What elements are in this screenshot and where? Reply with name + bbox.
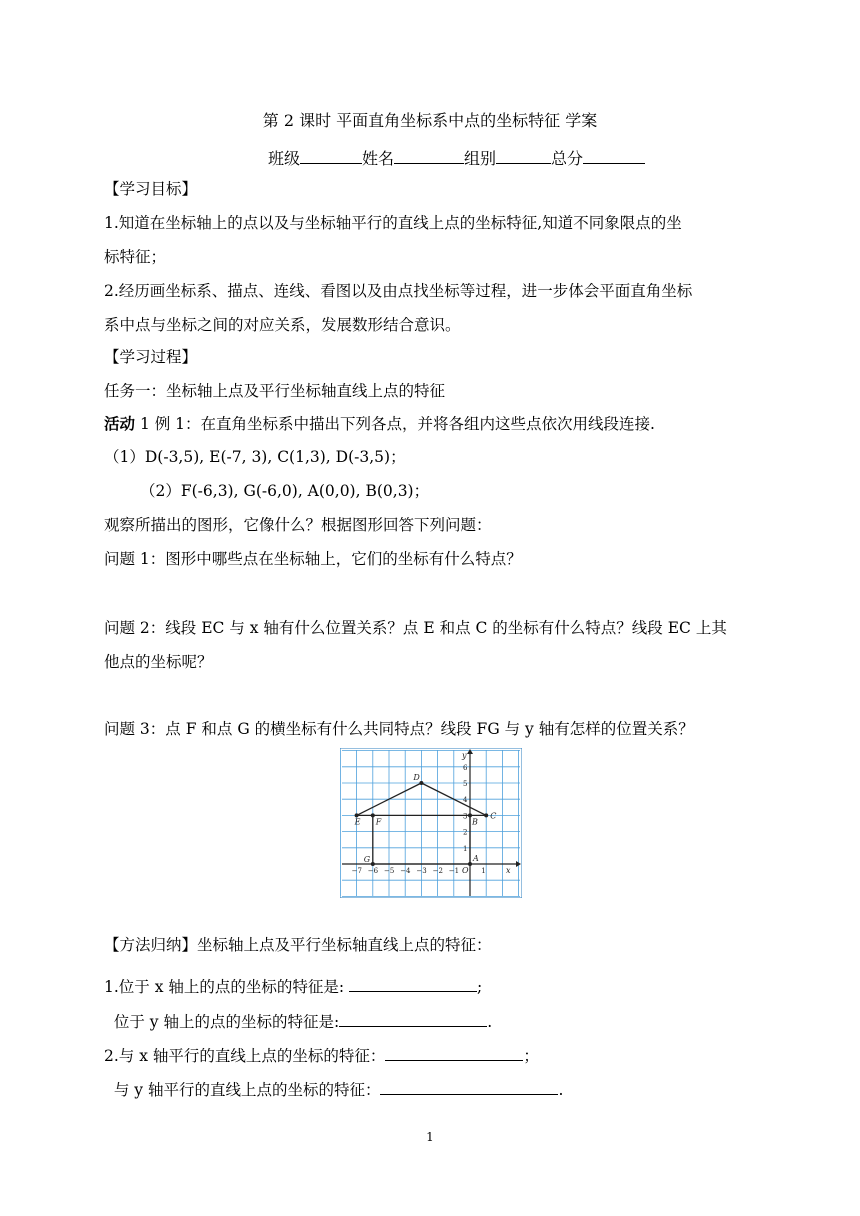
- point-D: [419, 781, 423, 785]
- summary-1b-text: 位于 y 轴上的点的坐标的特征是:: [104, 1013, 340, 1031]
- summary-1b: [104, 1010, 492, 1033]
- point-label-A: A: [473, 854, 479, 863]
- y-tick-label: 5: [463, 780, 468, 788]
- point-F: [371, 813, 375, 817]
- summary-heading: 【方法归纳】坐标轴上点及平行坐标轴直线上点的特征：: [104, 936, 492, 954]
- task-1: 任务一：坐标轴上点及平行坐标轴直线上点的特征: [104, 382, 446, 400]
- name-label: 姓名: [362, 149, 395, 168]
- x-axis-label: x: [506, 866, 511, 875]
- score-label: 总分: [551, 149, 584, 168]
- figure-border: [340, 748, 522, 898]
- x-tick-label: −5: [384, 867, 395, 875]
- summary-1a: [104, 975, 482, 998]
- point-G: [371, 862, 375, 866]
- coordinate-grid-figure: [340, 748, 522, 898]
- summary-1a-blank[interactable]: [349, 975, 477, 992]
- question-2-line-1: 问题 2：线段 EC 与 x 轴有什么位置关系？点 E 和点 C 的坐标有什么特点？线段 EC 上其: [104, 619, 727, 637]
- point-group-2: （2）F(-6,3), G(-6,0), A(0,0), B(0,3)；: [140, 482, 430, 500]
- summary-1a-end: ;: [477, 978, 483, 996]
- y-axis-label: y: [462, 751, 467, 760]
- group-blank[interactable]: [496, 147, 551, 164]
- summary-2b-end: .: [558, 1081, 564, 1099]
- question-2-line-2: 他点的坐标呢？: [104, 653, 213, 671]
- summary-2b-blank[interactable]: [380, 1078, 558, 1095]
- x-tick-label: −4: [400, 867, 411, 875]
- point-label-D: D: [413, 773, 420, 782]
- summary-2b: [104, 1078, 563, 1101]
- point-label-C: C: [490, 811, 497, 821]
- point-label-E: E: [354, 817, 361, 827]
- question-3: 问题 3：点 F 和点 G 的横坐标有什么共同特点？线段 FG 与 y 轴有怎样的位置关系？: [104, 720, 694, 738]
- point-label-B: B: [472, 817, 478, 827]
- x-tick-label: 1: [481, 867, 486, 875]
- name-blank[interactable]: [394, 147, 464, 164]
- observe-instruction: 观察所描出的图形，它像什么？根据图形回答下列问题：: [104, 516, 492, 534]
- class-blank[interactable]: [300, 147, 362, 164]
- point-A: [468, 862, 472, 866]
- x-tick-label: −3: [416, 867, 427, 875]
- x-tick-label: −2: [432, 867, 443, 875]
- objective-1-line-2: 标特征；: [104, 248, 167, 266]
- x-tick-label: −1: [448, 867, 460, 875]
- activity-text: 1 例 1：在直角坐标系中描出下列各点，并将各组内这些点依次用线段连接.: [135, 415, 655, 433]
- class-label: 班级: [268, 149, 301, 168]
- summary-1b-blank[interactable]: [339, 1010, 487, 1027]
- summary-1a-text: 1.位于 x 轴上的点的坐标的特征是:: [104, 978, 350, 996]
- summary-2a-text: 2.与 x 轴平行的直线上点的坐标的特征：: [104, 1047, 386, 1065]
- summary-1b-end: .: [487, 1013, 493, 1031]
- x-tick-label: −6: [367, 867, 379, 875]
- origin-label: O: [462, 866, 469, 875]
- x-tick-label: −7: [351, 867, 362, 875]
- objective-2-line-2: 系中点与坐标之间的对应关系，发展数形结合意识。: [104, 316, 461, 334]
- y-tick-label: 3: [463, 812, 468, 821]
- summary-2a: [104, 1044, 539, 1067]
- objective-2-line-1: 2.经历画坐标系、描点、连线、看图以及由点找坐标等过程，进一步体会平面直角坐标: [104, 282, 693, 300]
- y-tick-label: 1: [463, 844, 468, 853]
- page-number: 1: [426, 1130, 434, 1144]
- student-info-line: [268, 146, 645, 169]
- question-1: 问题 1：图形中哪些点在坐标轴上，它们的坐标有什么特点？: [104, 550, 522, 568]
- score-blank[interactable]: [583, 147, 645, 164]
- point-group-1: （1）D(-3,5), E(-7, 3), C(1,3), D(-3,5)；: [104, 448, 406, 466]
- objectives-heading: 【学习目标】: [104, 180, 198, 198]
- group-label: 组别: [464, 149, 497, 168]
- summary-2a-blank[interactable]: [385, 1044, 523, 1061]
- page-title: 第 2 课时 平面直角坐标系中点的坐标特征 学案: [262, 111, 598, 130]
- summary-2a-end: ；: [523, 1047, 539, 1065]
- activity-1: [104, 413, 655, 435]
- y-tick-label: 6: [463, 763, 468, 772]
- summary-2b-text: 与 y 轴平行的直线上点的坐标的特征：: [104, 1081, 381, 1099]
- process-heading: 【学习过程】: [104, 348, 198, 366]
- point-C: [484, 813, 488, 817]
- y-tick-label: 2: [463, 828, 468, 837]
- activity-label: 活动: [104, 414, 136, 433]
- point-label-F: F: [375, 817, 382, 827]
- y-tick-label: 4: [463, 796, 468, 805]
- point-label-G: G: [363, 855, 371, 864]
- objective-1-line-1: 1.知道在坐标轴上的点以及与坐标轴平行的直线上点的坐标特征,知道不同象限点的坐: [104, 214, 682, 232]
